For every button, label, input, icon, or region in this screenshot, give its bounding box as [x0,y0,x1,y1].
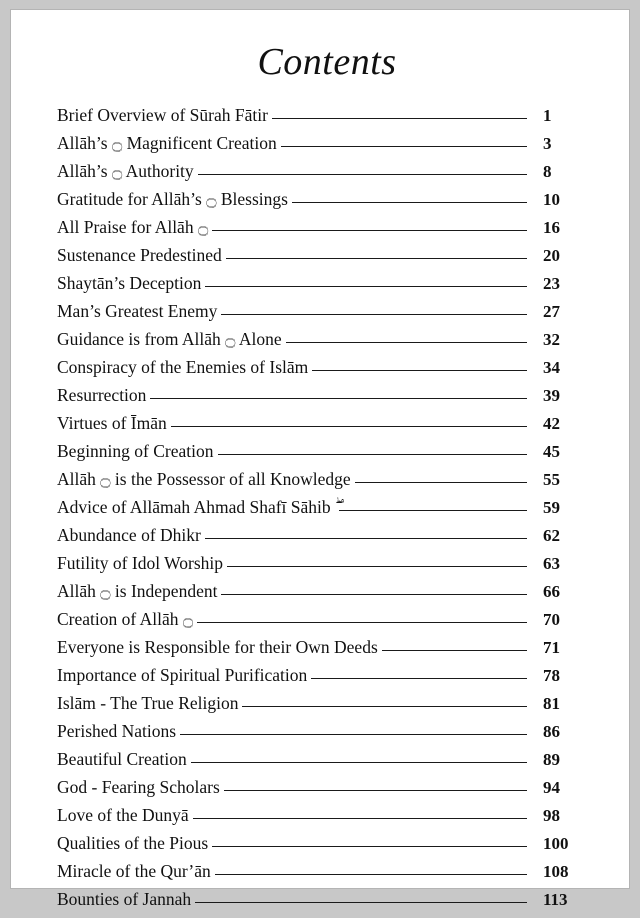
toc-leader-line [205,526,527,541]
toc-leader-line [281,134,527,149]
toc-entry-page: 81 [543,694,560,713]
list-item[interactable] [57,106,587,125]
list-item[interactable] [57,582,587,601]
toc-entry-page: 45 [543,442,560,461]
list-item[interactable] [57,694,587,713]
toc-leader-line [191,750,527,765]
list-item[interactable] [57,218,587,237]
toc-entry-page: 16 [543,218,560,237]
list-item[interactable] [57,834,587,853]
list-item[interactable] [57,554,587,573]
toc-leader-line [286,330,527,345]
list-item[interactable] [57,134,587,153]
list-item[interactable] [57,890,587,909]
toc-entry-label: Beginning of Creation [57,441,214,461]
toc-entry-label: Beautiful Creation [57,749,187,769]
toc-entry-page: 108 [543,862,569,881]
toc-entry-label: All Praise for Allāh ۝ [57,217,209,237]
toc-leader-line [226,246,527,261]
table-of-contents-list [57,106,587,909]
list-item[interactable] [57,330,587,349]
toc-entry-page: 34 [543,358,560,377]
toc-entry-page: 1 [543,106,552,125]
toc-entry-label: Virtues of Īmān [57,413,167,433]
toc-entry-label: Qualities of the Pious [57,833,209,853]
list-item[interactable] [57,414,587,433]
list-item[interactable] [57,274,587,293]
toc-entry-page: 32 [543,330,560,349]
toc-leader-line [221,582,527,597]
toc-entry-label: Allāh’s ۝ Authority [57,161,194,181]
toc-entry-label: Shaytān’s Deception [57,273,202,293]
toc-entry-page: 62 [543,526,560,545]
toc-entry-page: 27 [543,302,560,321]
list-item[interactable] [57,862,587,881]
toc-entry-label: Importance of Spiritual Purification [57,665,308,685]
toc-leader-line [224,778,527,793]
toc-entry-page: 66 [543,582,560,601]
toc-leader-line [272,106,527,121]
toc-entry-label: Creation of Allāh ۝ [57,609,194,629]
toc-entry-label: Brief Overview of Sūrah Fātir [57,105,268,125]
toc-entry-label: Bounties of Jannah [57,889,192,909]
list-item[interactable] [57,358,587,377]
toc-leader-line [292,190,527,205]
list-item[interactable] [57,750,587,769]
list-item[interactable] [57,666,587,685]
toc-leader-line [355,470,527,485]
toc-leader-line [205,274,527,289]
page-content [57,40,587,918]
toc-entry-page: 70 [543,610,560,629]
toc-leader-line [212,218,527,233]
toc-leader-line [382,638,527,653]
toc-entry-page: 20 [543,246,560,265]
toc-leader-line [311,666,527,681]
toc-entry-page: 113 [543,890,568,909]
toc-entry-label: Allāh’s ۝ Magnificent Creation [57,133,277,153]
toc-leader-line [171,414,527,429]
toc-entry-page: 39 [543,386,560,405]
toc-entry-page: 10 [543,190,560,209]
list-item[interactable] [57,526,587,545]
toc-leader-line [312,358,527,373]
toc-entry-page: 42 [543,414,560,433]
toc-entry-label: Love of the Dunyā [57,805,189,825]
toc-entry-page: 23 [543,274,560,293]
toc-entry-page: 78 [543,666,560,685]
toc-leader-line [198,162,527,177]
toc-entry-label: Everyone is Responsible for their Own Deeds [57,637,378,657]
toc-leader-line [221,302,527,317]
toc-entry-page: 86 [543,722,560,741]
toc-entry-page: 89 [543,750,560,769]
page-title: Contents [257,41,397,83]
toc-leader-line [180,722,527,737]
toc-leader-line [218,442,527,457]
list-item[interactable] [57,778,587,797]
toc-entry-label: Abundance of Dhikr [57,525,201,545]
toc-entry-page: 8 [543,162,552,181]
toc-entry-label: Futility of Idol Worship [57,553,223,573]
list-item[interactable] [57,162,587,181]
toc-entry-page: 3 [543,134,552,153]
toc-leader-line [215,862,527,877]
list-item[interactable] [57,302,587,321]
toc-entry-page: 55 [543,470,560,489]
list-item[interactable] [57,722,587,741]
toc-leader-line [227,554,527,569]
list-item[interactable] [57,386,587,405]
toc-entry-label: Allāh ۝ is the Possessor of all Knowledge [57,469,351,489]
toc-entry-label: Miracle of the Qur’ān [57,861,211,881]
toc-leader-line [197,610,527,625]
toc-entry-page: 63 [543,554,560,573]
list-item[interactable] [57,190,587,209]
list-item[interactable] [57,498,587,517]
toc-leader-line [150,386,527,401]
document-page [10,9,630,909]
toc-entry-label: Advice of Allāmah Ahmad Shafī Sāhib ۖ [57,497,336,517]
toc-entry-label: Perished Nations [57,721,177,741]
toc-entry-label: Conspiracy of the Enemies of Islām [57,357,309,377]
list-item[interactable] [57,806,587,825]
toc-entry-page: 71 [543,638,560,657]
toc-entry-label: Allāh ۝ is Independent [57,581,218,601]
list-item[interactable] [57,638,587,657]
list-item[interactable] [57,470,587,489]
toc-entry-page: 100 [543,834,569,853]
toc-leader-line [242,694,527,709]
toc-entry-page: 98 [543,806,560,825]
toc-entry-label: Islām - The True Religion [57,693,239,713]
toc-leader-line [212,834,527,849]
toc-leader-line [193,806,527,821]
toc-entry-label: Sustenance Predestined [57,245,222,265]
toc-leader-line [339,498,527,513]
toc-entry-label: Guidance is from Allāh ۝ Alone [57,329,282,349]
toc-entry-page: 59 [543,498,560,517]
list-item[interactable] [57,246,587,265]
toc-entry-label: God - Fearing Scholars [57,777,220,797]
list-item[interactable] [57,610,587,629]
toc-entry-page: 94 [543,778,560,797]
toc-entry-label: Man’s Greatest Enemy [57,301,218,321]
list-item[interactable] [57,442,587,461]
toc-entry-label: Resurrection [57,385,147,405]
toc-entry-label: Gratitude for Allāh’s ۝ Blessings [57,189,288,209]
